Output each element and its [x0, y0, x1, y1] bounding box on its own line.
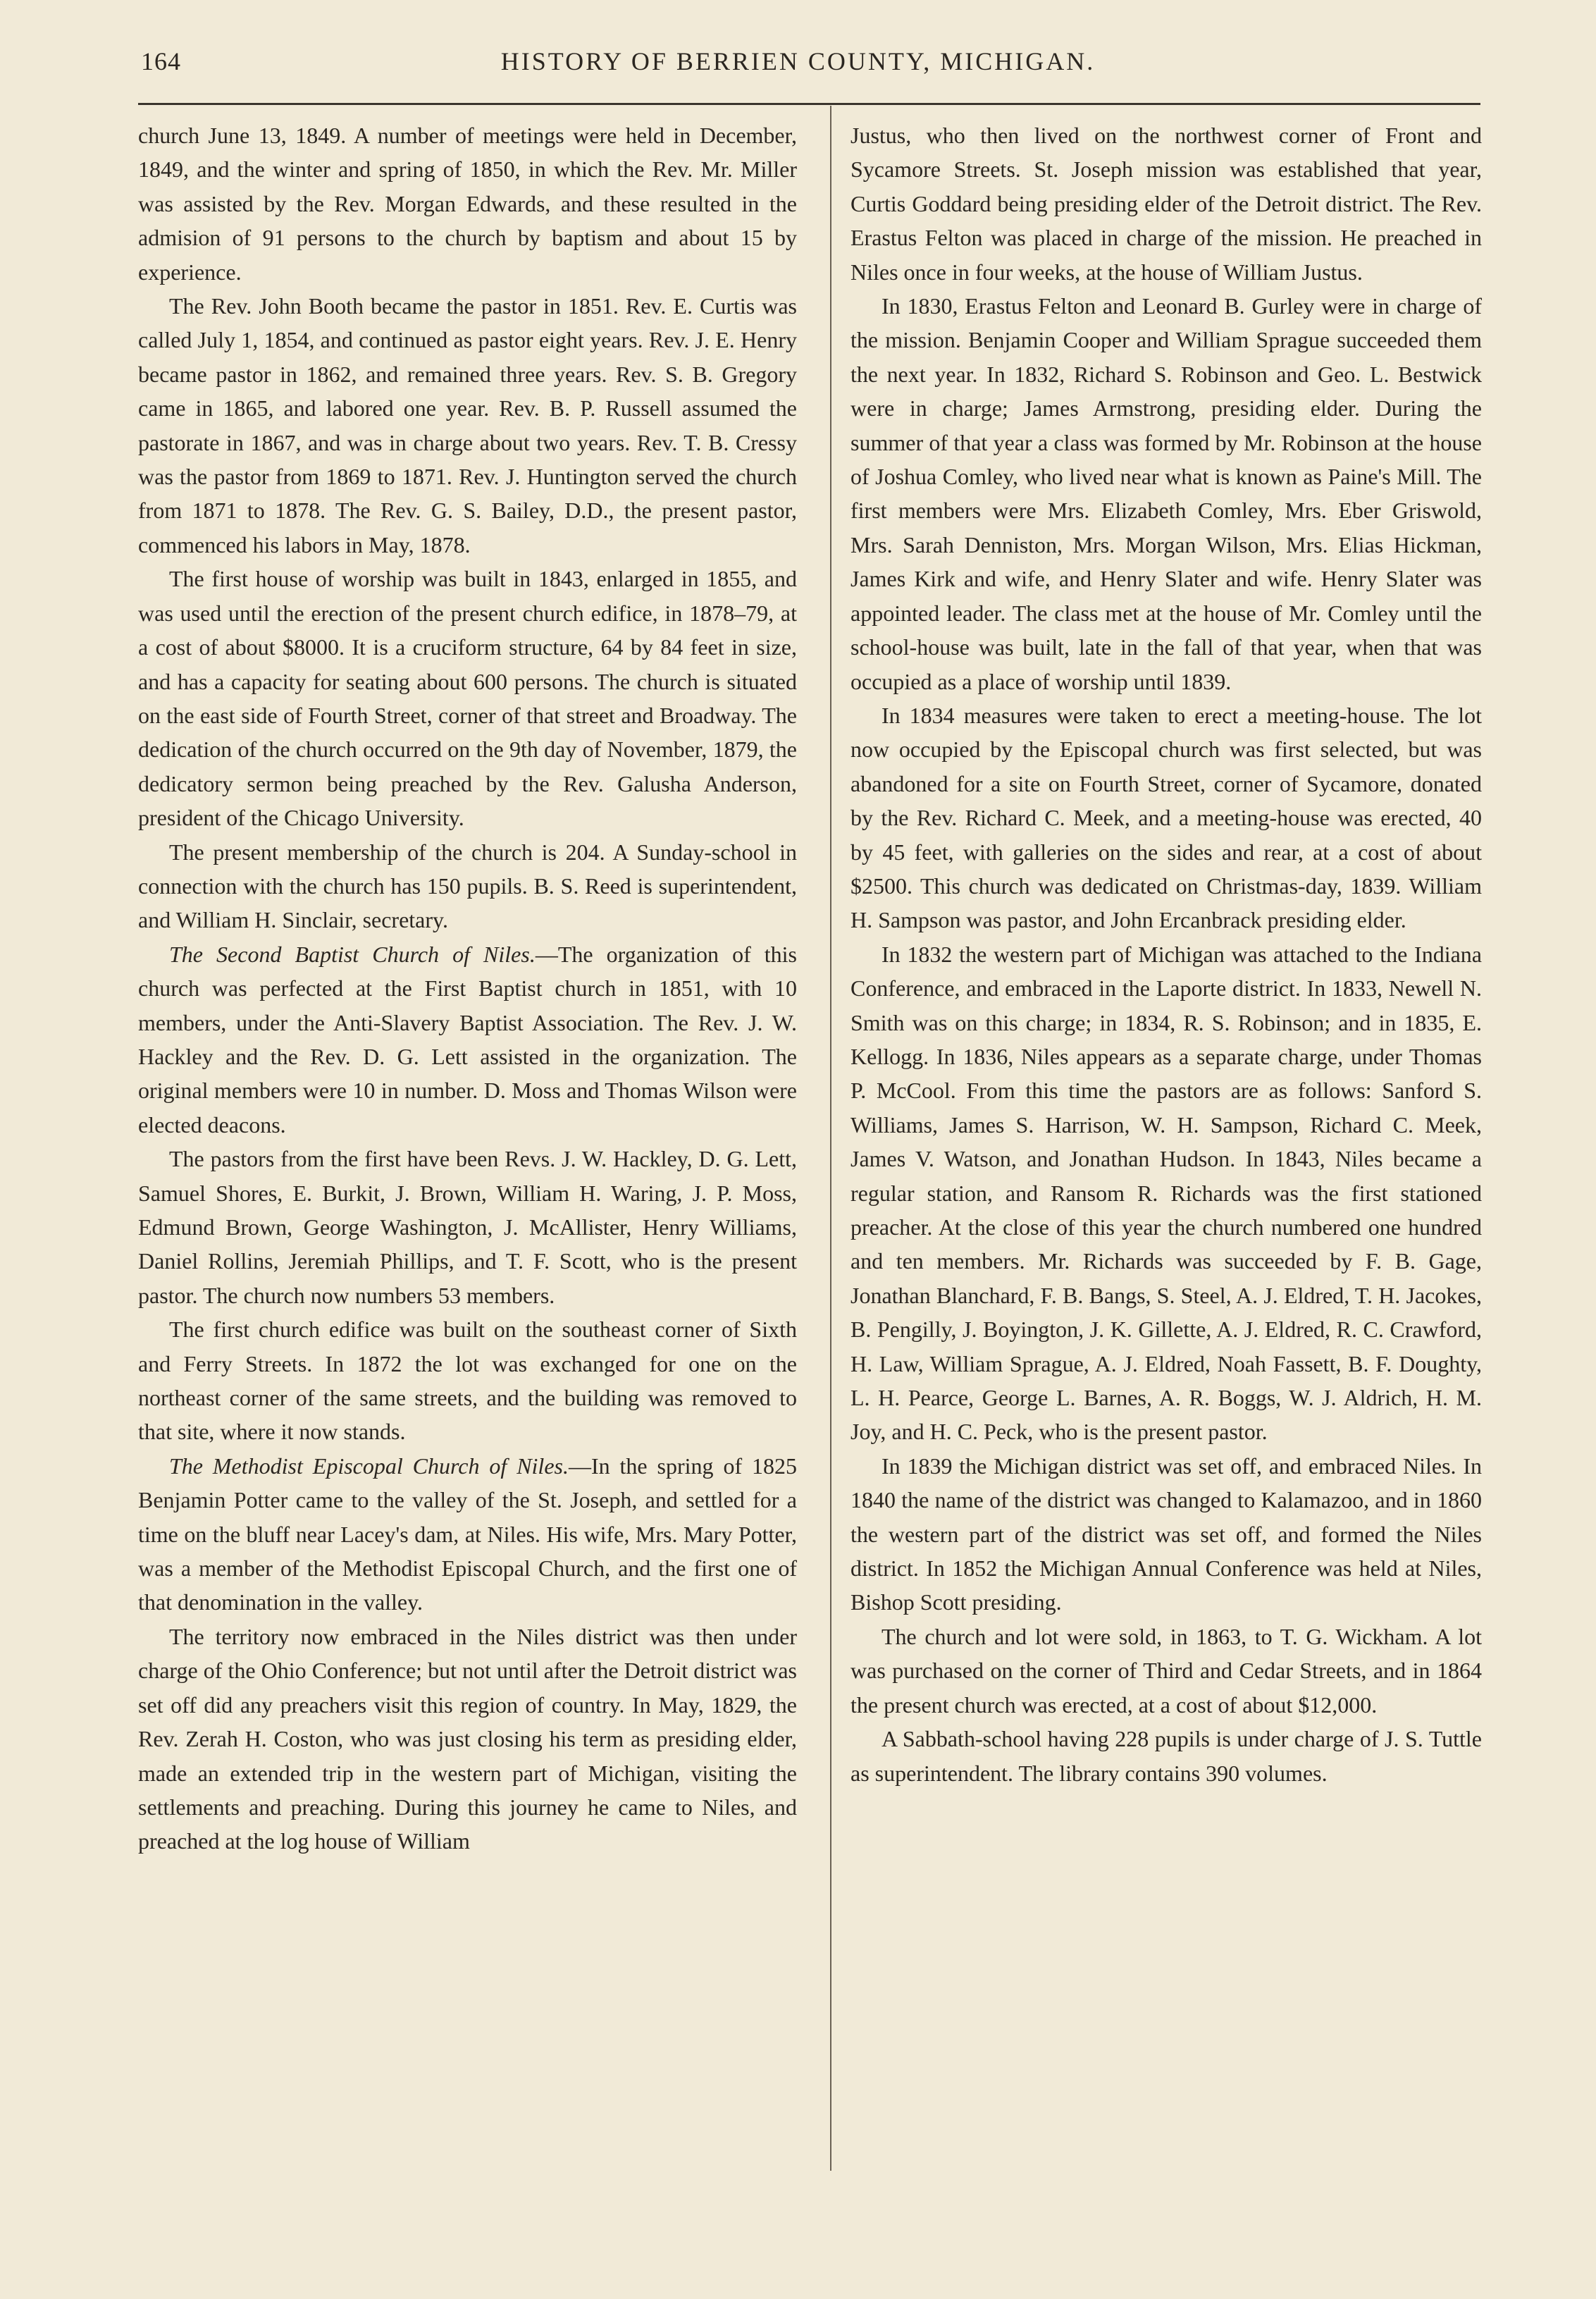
paragraph: church June 13, 1849. A number of meetings were held in December, 1849, and the winter and spring of 1850, in which the Rev. Mr. Miller was assisted by the Rev. Morgan Edwards, and these resulted in the admision of 91 persons to the church by baptism and about 15 by experience. — [138, 123, 797, 285]
paragraph: The territory now embraced in the Niles district was then under charge of the Ohio Conference; but not until after the Detroit district was set off did any preachers visit this region of country. In May, 1829, the Rev. Zerah H. Coston, who was just closing his term as presiding elder, made an extended trip in the western part of Michigan, visiting the settlements and preaching. During this journey he came to Niles, and preached at the log house of William — [138, 1623, 797, 1854]
paragraph — [138, 937, 797, 1142]
paragraph-text: —In the spring of 1825 Benjamin Potter came to the valley of the St. Joseph, and settled for a time on the bluff near Lacey's dam, at Niles. His wife, Mrs. Mary Potter, was a member of the Methodist Episcopal Church, and the first one of that denomination in the valley. — [138, 1453, 798, 1615]
paragraph: The church and lot were sold, in 1863, to T. G. Wickham. A lot was purchased on the corner of Third and Cedar Streets, and in 1864 the present church was erected, at a cost of about $12,000. — [850, 1623, 1482, 1718]
paragraph: The pastors from the first have been Revs. J. W. Hackley, D. G. Lett, Samuel Shores, E. Burkit, J. Brown, William H. Waring, J. P. Moss, Edmund Brown, George Washington, J. McAllister, Henry Williams, Daniel Rollins, Jeremiah Phillips, and T. F. Scott, who is the present pastor. The church now numbers 53 members. — [138, 1146, 797, 1308]
paragraph — [138, 1449, 797, 1620]
section-heading: The Methodist Episcopal Church of Niles. — [169, 1453, 569, 1479]
paragraph: The present membership of the church is 204. A Sunday-school in connection with the church has 150 pupils. B. S. Reed is superintendent, and William H. Sinclair, secretary. — [138, 839, 797, 933]
paragraph: A Sabbath-school having 228 pupils is under charge of J. S. Tuttle as superintendent. The library contains 390 volumes. — [850, 1726, 1482, 1786]
left-column — [138, 118, 797, 1859]
paragraph: In 1839 the Michigan district was set off, and embraced Niles. In 1840 the name of the district was changed to Kalamazoo, and in 1860 the western part of the district was set off, and formed the Niles district. In 1852 the Michigan Annual Conference was held at Niles, Bishop Scott presiding. — [850, 1453, 1482, 1615]
section-heading: The Second Baptist Church of Niles. — [169, 941, 536, 967]
paragraph: In 1832 the western part of Michigan was attached to the Indiana Conference, and embraced in the Laporte district. In 1833, Newell N. Smith was on this charge; in 1834, R. S. Robinson; and in 1835, E. Kellogg. In 1836, Niles appears as a separate charge, under Thomas P. McCool. From this time the pastors are as follows: Sanford S. Williams, James S. Harrison, W. H. Sampson, Richard C. Meek, James V. Watson, and Jonathan Hudson. In 1843, Niles became a regular station, and Ransom R. Richards was the first stationed preacher. At the close of this year the church numbered one hundred and ten members. Mr. Richards was succeeded by F. B. Gage, Jonathan Blanchard, F. B. Bangs, S. Steel, A. J. Eldred, T. H. Jacokes, B. Pengilly, J. Boyington, J. K. Gillette, A. J. Eldred, R. C. Crawford, H. Law, William Sprague, A. J. Eldred, Noah Fassett, B. F. Doughty, L. H. Pearce, George L. Barnes, A. R. Boggs, W. J. Aldrich, H. M. Joy, and H. C. Peck, who is the present pastor. — [850, 941, 1482, 1445]
right-column — [850, 118, 1482, 1790]
paragraph: In 1834 measures were taken to erect a meeting-house. The lot now occupied by the Episcopal church was first selected, but was abandoned for a site on Fourth Street, corner of Sycamore, donated by the Rev. Richard C. Meek, and a meeting-house was erected, 40 by 45 feet, with galleries on the sides and rear, at a cost of about $2500. This church was dedicated on Christmas-day, 1839. William H. Sampson was pastor, and John Ercanbrack presiding elder. — [850, 702, 1482, 933]
page-number: 164 — [141, 47, 181, 75]
header-rule — [138, 103, 1480, 105]
paragraph: The first church edifice was built on the southeast corner of Sixth and Ferry Streets. In 1872 the lot was exchanged for one on the northeast corner of the same streets, and the building was removed to that site, where it now stands. — [138, 1317, 797, 1445]
paragraph: In 1830, Erastus Felton and Leonard B. Gurley were in charge of the mission. Benjamin Cooper and William Sprague succeeded them the next year. In 1832, Richard S. Robinson and Geo. L. Bestwick were in charge; James Armstrong, presiding elder. During the summer of that year a class was formed by Mr. Robinson at the house of Joshua Comley, who lived near what is known as Paine's Mill. The first members were Mrs. Elizabeth Comley, Mrs. Eber Griswold, Mrs. Sarah Denniston, Mrs. Morgan Wilson, Mrs. Elias Hickman, James Kirk and wife, and Henry Slater and wife. Henry Slater was appointed leader. The class met at the house of Mr. Comley until the school-house was built, late in the fall of that year, when that was occupied as a place of worship until 1839. — [850, 293, 1482, 694]
paragraph: Justus, who then lived on the northwest corner of Front and Sycamore Streets. St. Joseph mission was established that year, Curtis Goddard being presiding elder of the Detroit district. The Rev. Erastus Felton was placed in charge of the mission. He preached in Niles once in four weeks, at the house of William Justus. — [850, 123, 1482, 285]
paragraph-text: —The organization of this church was perfected at the First Baptist church in 1851, with 10 members, under the Anti-Slavery Baptist Association. The Rev. J. W. Hackley and the Rev. D. G. Lett assisted in the organization. The original members were 10 in number. D. Moss and Thomas Wilson were elected deacons. — [138, 941, 798, 1138]
paragraph: The Rev. John Booth became the pastor in 1851. Rev. E. Curtis was called July 1, 1854, and continued as pastor eight years. Rev. J. E. Henry became pastor in 1862, and remained three years. Rev. S. B. Gregory came in 1865, and labored one year. Rev. B. P. Russell assumed the pastorate in 1867, and was in charge about two years. Rev. T. B. Cressy was the pastor from 1869 to 1871. Rev. J. Huntington served the church from 1871 to 1878. The Rev. G. S. Bailey, D.D., the present pastor, commenced his labors in May, 1878. — [138, 293, 797, 557]
paragraph: The first house of worship was built in 1843, enlarged in 1855, and was used until the erection of the present church edifice, in 1878–79, at a cost of about $8000. It is a cruciform structure, 64 by 84 feet in size, and has a capacity for seating about 600 persons. The church is situated on the east side of Fourth Street, corner of that street and Broadway. The dedication of the church occurred on the 9th day of November, 1879, the dedicatory sermon being preached by the Rev. Galusha Anderson, president of the Chicago University. — [138, 566, 797, 831]
running-title: HISTORY OF BERRIEN COUNTY, MICHIGAN. — [500, 47, 1096, 75]
column-divider — [830, 106, 831, 2171]
